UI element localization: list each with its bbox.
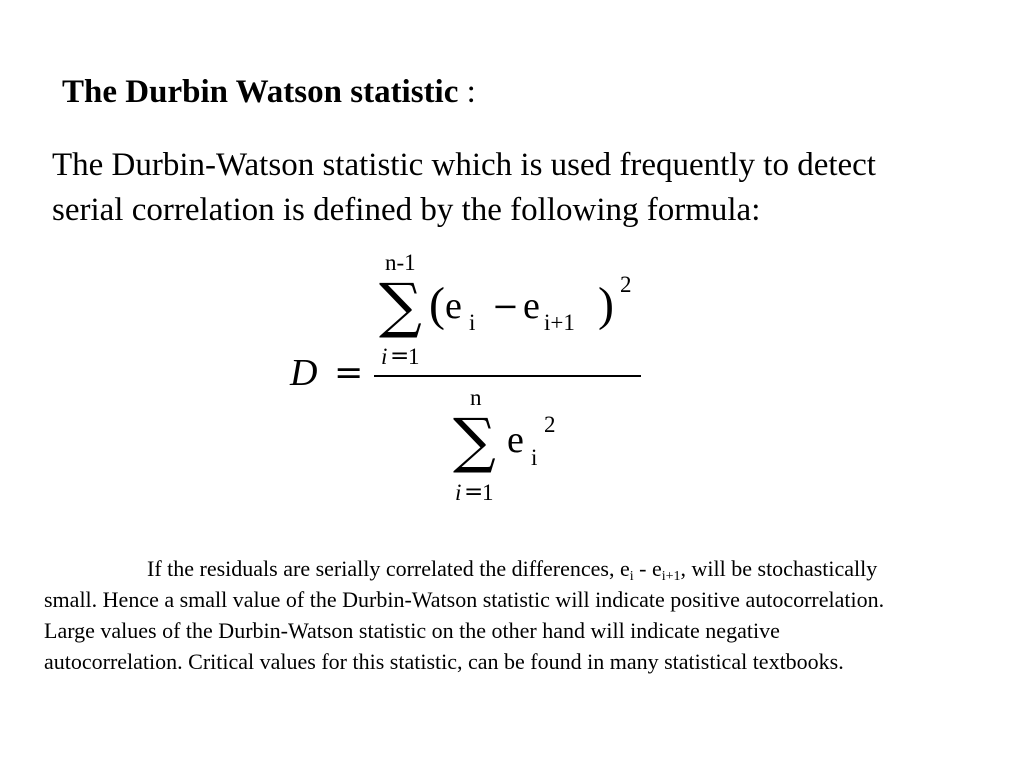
paragraph-part1: If the residuals are serially correlated the differences, e: [147, 556, 630, 581]
numerator-power: 2: [620, 272, 632, 297]
denominator-sigma-icon: ∑: [453, 406, 496, 476]
denominator-e-sub: i: [531, 445, 538, 470]
denominator-sum-lower-eq: =: [464, 479, 484, 505]
formula-lhs: D: [290, 352, 318, 394]
paragraph-part2: - e: [633, 556, 662, 581]
explanation-paragraph: [44, 553, 904, 677]
numerator-sum-lower-var: i: [381, 344, 388, 369]
formula-equals: =: [334, 353, 364, 393]
paragraph-part3: , will be stochastically small. Hence a small value of the Durbin-Watson statistic will indicate positive autocorrelation. Large values of the Durbin-Watson statistic on the other hand will indicate negative autocorrelation. Critical values for this statistic, can be found in many statistical textbooks.: [44, 556, 885, 674]
fraction-bar: [374, 375, 641, 377]
numerator-close-paren: ): [598, 278, 614, 331]
title-bold-text: The Durbin Watson statistic: [62, 74, 459, 110]
denominator-power: 2: [544, 412, 556, 437]
paragraph-sub2: i+1: [661, 569, 681, 584]
numerator-sum-upper: n-1: [385, 250, 416, 275]
numerator-e1-sub: i: [469, 310, 476, 335]
numerator-open-paren: (: [429, 278, 445, 331]
denominator-sum-lower-var: i: [455, 480, 462, 505]
denominator-sum-lower-val: 1: [482, 480, 494, 505]
denominator-sum-upper: n: [470, 385, 482, 410]
numerator-sigma-icon: ∑: [379, 271, 422, 341]
numerator-e2-sub: i+1: [544, 310, 575, 335]
numerator-e1: e: [445, 285, 462, 327]
numerator-sum-lower-val: 1: [408, 344, 420, 369]
numerator-e2: e: [523, 285, 540, 327]
paragraph-sub1: i: [629, 569, 634, 584]
intro-text: The Durbin-Watson statistic which is used frequently to detect serial correlation is defined by the following formula:: [52, 147, 876, 228]
numerator-sum-lower-eq: =: [390, 343, 410, 369]
title-suffix: :: [458, 74, 476, 110]
numerator-minus: −: [492, 287, 519, 325]
denominator-e: e: [507, 419, 524, 461]
